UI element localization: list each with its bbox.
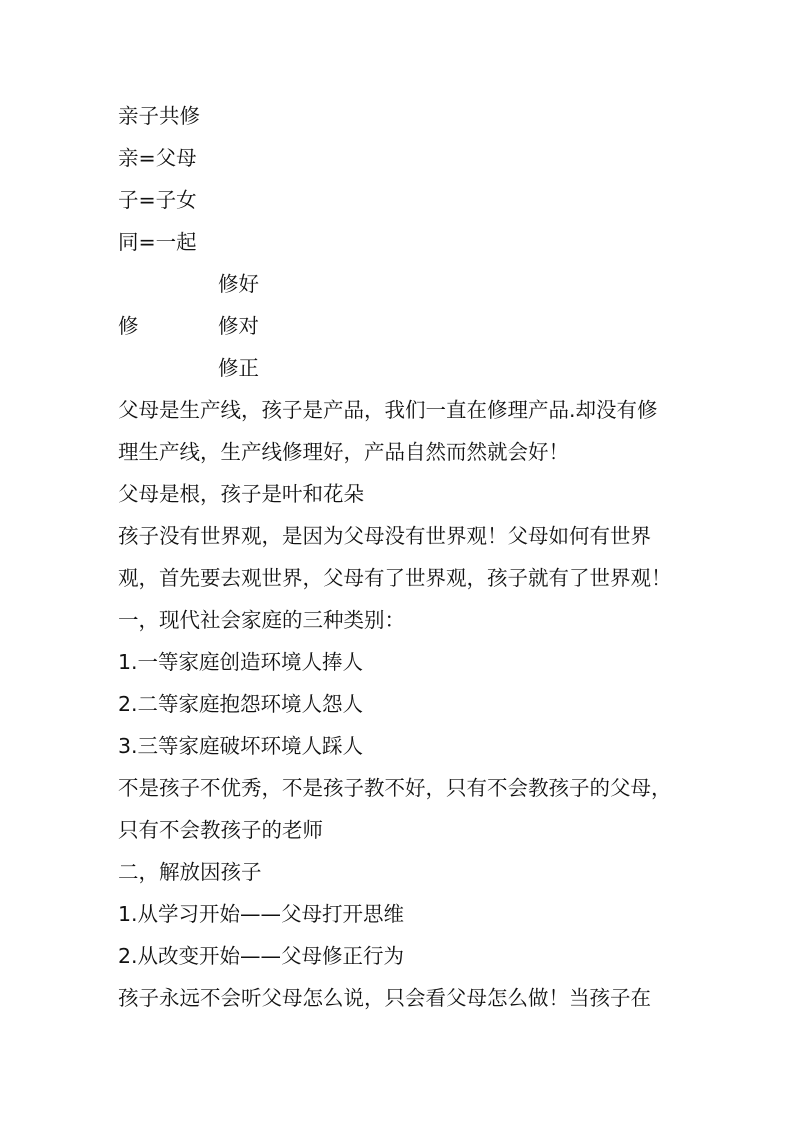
list-item: 3.三等家庭破坏环境人踩人	[118, 734, 364, 758]
text-line: 孩子永远不会听父母怎么说，只会看父母怎么做！当孩子在	[118, 986, 651, 1010]
text-line: 子=子女	[118, 188, 197, 212]
text-line: 只有不会教孩子的老师	[118, 818, 323, 842]
title: 亲子共修	[118, 104, 200, 128]
text-line: 父母是根，孩子是叶和花朵	[118, 482, 364, 506]
text-line: 同=一起	[118, 230, 197, 254]
text-line: 孩子没有世界观，是因为父母没有世界观！父母如何有世界	[118, 524, 651, 548]
list-item: 2.二等家庭抱怨环境人怨人	[118, 692, 364, 716]
list-item: 1.从学习开始——父母打开思维	[118, 902, 405, 926]
document-body	[118, 95, 678, 1019]
text-line: 修好	[218, 272, 259, 296]
xiu-label: 修	[118, 314, 139, 338]
list-item: 2.从改变开始——父母修正行为	[118, 944, 405, 968]
text-line: 修正	[218, 356, 259, 380]
text-line: 不是孩子不优秀，不是孩子教不好，只有不会教孩子的父母，	[118, 776, 672, 800]
text-line: 理生产线，生产线修理好，产品自然而然就会好！	[118, 440, 569, 464]
text-line: 亲=父母	[118, 146, 197, 170]
section-heading: 二，解放因孩子	[118, 860, 262, 884]
text-line: 父母是生产线，孩子是产品，我们一直在修理产品.却没有修	[118, 398, 658, 422]
list-item: 1.一等家庭创造环境人捧人	[118, 650, 364, 674]
text-line: 观，首先要去观世界，父母有了世界观，孩子就有了世界观！	[118, 566, 672, 590]
text-line: 修对	[218, 314, 259, 338]
section-heading: 一，现代社会家庭的三种类别：	[118, 608, 405, 632]
xiu-row	[118, 305, 678, 347]
